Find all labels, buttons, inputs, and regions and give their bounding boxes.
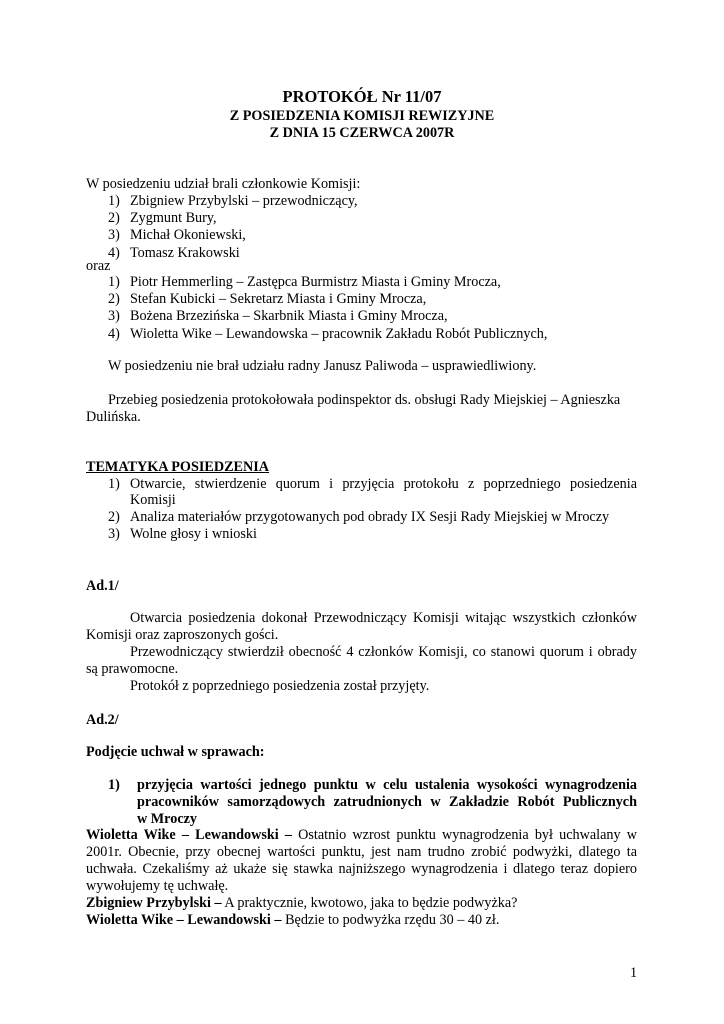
- agenda-number-3: 3): [108, 526, 120, 542]
- guests-list: [108, 274, 547, 343]
- dialogue-entry-1-line3: uchwała. Czekaliśmy aż ukaże się stawka najniższego wynagrodzenia i dlatego teraz dopiero: [86, 861, 637, 877]
- oraz-label: oraz: [86, 258, 111, 274]
- guest-name: Wioletta Wike – Lewandowska – pracownik Zakładu Robót Publicznych,: [130, 325, 548, 342]
- guest-name: Bożena Brzezińska – Skarbnik Miasta i Gminy Mrocza,: [130, 308, 448, 325]
- agenda-number-1: 1): [108, 476, 120, 492]
- speaker-name: Wioletta Wike – Lewandowski –: [86, 912, 282, 928]
- list-number: 2): [108, 210, 120, 227]
- ad1-paragraph2-line2: są prawomocne.: [86, 661, 179, 677]
- list-number: 4): [108, 244, 120, 261]
- list-number: 3): [108, 227, 120, 244]
- list-item: [108, 291, 547, 308]
- list-number: 1): [108, 193, 120, 209]
- dialogue-entry-3: [86, 912, 499, 929]
- list-number: 2): [108, 291, 120, 308]
- agenda-heading: TEMATYKA POSIEDZENIA: [86, 459, 270, 475]
- guest-name: Piotr Hemmerling – Zastępca Burmistrz Miasta i Gminy Mrocza,: [130, 274, 501, 290]
- resolution-title-line1: przyjęcia wartości jednego punktu w celu ustalenia wysokości wynagrodzenia: [137, 777, 637, 793]
- dialogue-entry-2: [86, 895, 517, 912]
- page-title: PROTOKÓŁ Nr 11/07: [282, 87, 442, 106]
- list-item: [108, 308, 547, 325]
- list-item: [108, 193, 358, 210]
- member-name: Zbigniew Przybylski – przewodniczący,: [130, 193, 358, 209]
- absence-note: W posiedzeniu nie brał udziału radny Janusz Paliwoda – usprawiedliwiony.: [108, 358, 537, 374]
- list-number: 1): [108, 274, 120, 290]
- ad2-heading: Ad.2/: [86, 712, 119, 728]
- agenda-item-1-line1: Otwarcie, stwierdzenie quorum i przyjęcia protokołu z poprzedniego posiedzenia: [130, 476, 637, 492]
- list-item: [108, 245, 358, 262]
- resolutions-heading: Podjęcie uchwał w sprawach:: [86, 744, 265, 760]
- member-name: Zygmunt Bury,: [130, 210, 217, 227]
- speaker-name: Zbigniew Przybylski –: [86, 895, 222, 911]
- page-number: 1: [630, 965, 638, 981]
- agenda-item-2: Analiza materiałów przygotowanych pod obrady IX Sesji Rady Miejskiej w Mroczy: [130, 509, 610, 525]
- list-item: [108, 326, 547, 343]
- speaker-name: Wioletta Wike – Lewandowski –: [86, 827, 292, 843]
- list-item: [108, 227, 358, 244]
- agenda-item-3: Wolne głosy i wnioski: [130, 526, 257, 542]
- ad1-paragraph3: Protokół z poprzedniego posiedzenia został przyjęty.: [130, 678, 430, 694]
- resolution-title-line3: w Mroczy: [137, 811, 198, 827]
- list-number: 4): [108, 325, 120, 342]
- ad1-paragraph1-line1: Otwarcia posiedzenia dokonał Przewodniczący Komisji witając wszystkich członków: [130, 610, 637, 626]
- ad1-paragraph2-line1: Przewodniczący stwierdził obecność 4 członków Komisji, co stanowi quorum i obrady: [130, 644, 637, 660]
- list-item: [108, 274, 547, 291]
- resolution-number: 1): [108, 777, 120, 793]
- page-subtitle-date: Z DNIA 15 CZERWCA 2007R: [269, 125, 455, 141]
- member-name: Tomasz Krakowski: [130, 244, 240, 261]
- speech-text: A praktycznie, kwotowo, jaka to będzie podwyżka?: [221, 895, 518, 911]
- members-list: [108, 193, 358, 262]
- attendance-intro: W posiedzeniu udział brali członkowie Komisji:: [86, 176, 361, 192]
- dialogue-entry-1-line2: 2001r. Obecnie, przy obecnej wartości punktu, jest nam trudno zrobić podwyżki, dlatego ta: [86, 844, 637, 860]
- agenda-number-2: 2): [108, 509, 120, 525]
- ad1-paragraph1-line2: Komisji oraz zaproszonych gości.: [86, 627, 279, 643]
- member-name: Michał Okoniewski,: [130, 227, 246, 244]
- resolution-title-line2: pracowników samorządowych zatrudnionych w Zakładzie Robót Publicznych: [137, 794, 637, 810]
- ad1-heading: Ad.1/: [86, 578, 119, 594]
- speech-text: Ostatnio wzrost punktu wynagrodzenia był uchwalany w: [292, 827, 637, 843]
- page-subtitle-committee: Z POSIEDZENIA KOMISJI REWIZYJNE: [229, 108, 495, 124]
- guest-name: Stefan Kubicki – Sekretarz Miasta i Gminy Mrocza,: [130, 291, 427, 308]
- list-item: [108, 210, 358, 227]
- minutes-taker-line2: Dulińska.: [86, 409, 141, 425]
- agenda-item-1-line2: Komisji: [130, 492, 176, 508]
- minutes-taker-line1: Przebieg posiedzenia protokołowała podinspektor ds. obsługi Rady Miejskiej – Agnieszka: [108, 392, 621, 408]
- dialogue-entry-1-line4: wywołujemy tę uchwałę.: [86, 878, 229, 894]
- list-number: 3): [108, 308, 120, 325]
- speech-text: Będzie to podwyżka rzędu 30 – 40 zł.: [281, 912, 500, 928]
- dialogue-entry-1-line1: [86, 827, 637, 845]
